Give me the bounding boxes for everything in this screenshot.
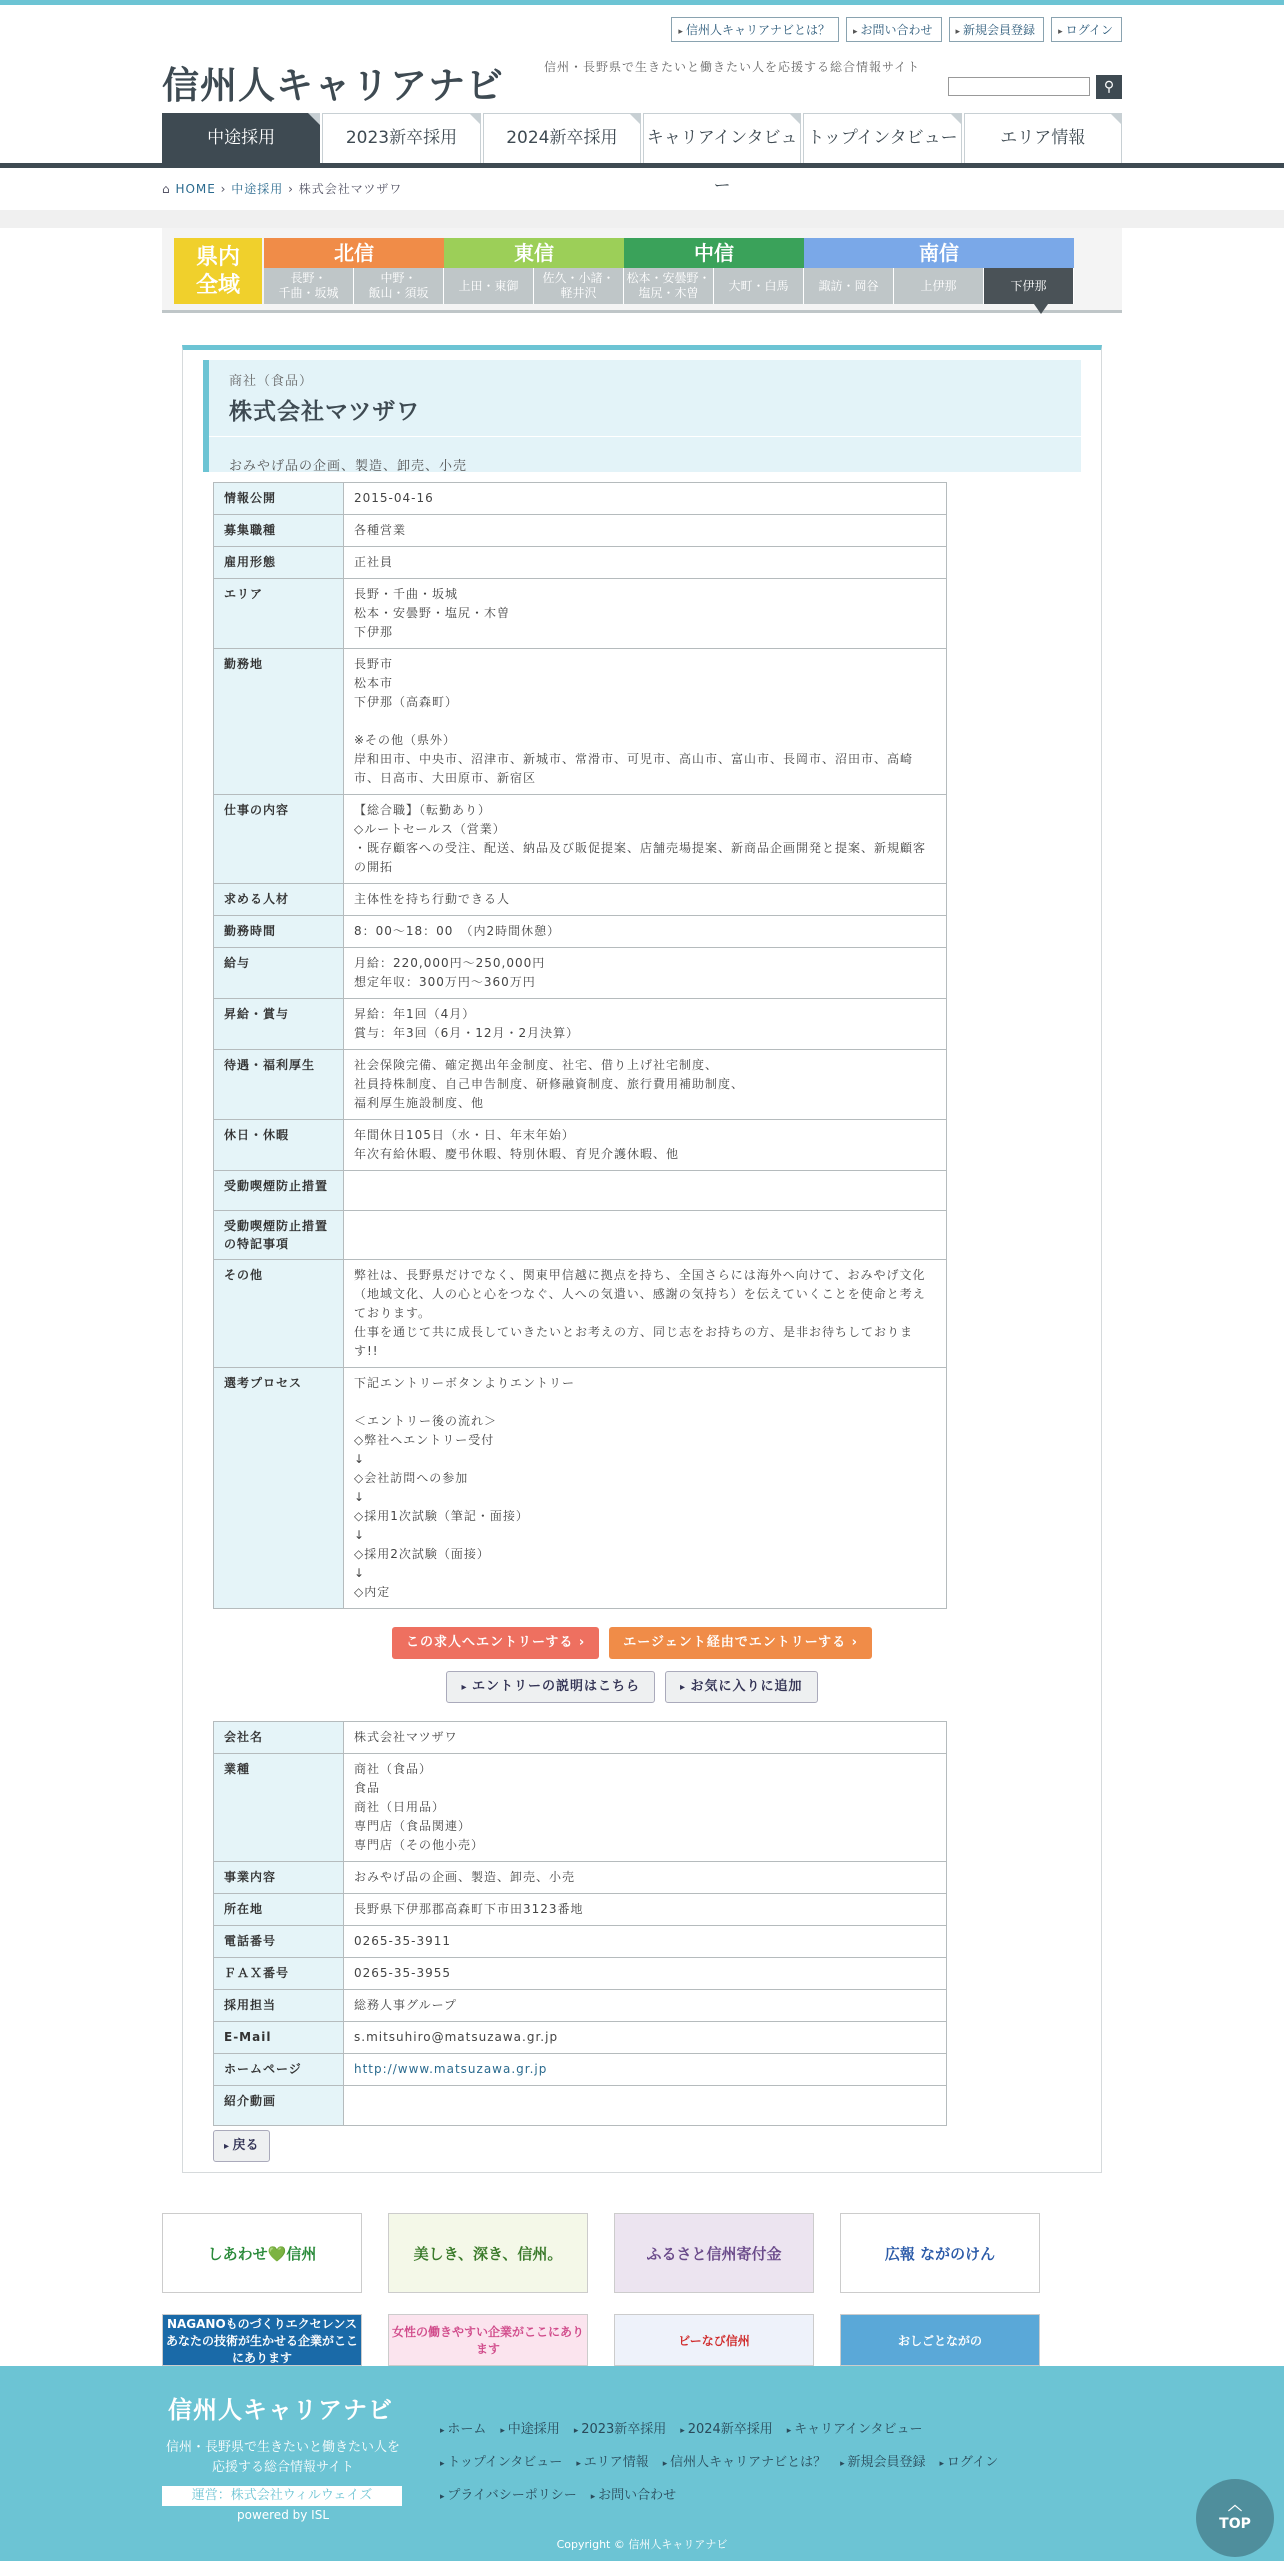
row-label: 雇用形態 — [214, 547, 344, 579]
row-label: ホームページ — [214, 2054, 344, 2086]
row-value: おみやげ品の企画、製造、卸売、小売 — [344, 1862, 947, 1894]
row-value: 株式会社マツザワ — [344, 1722, 947, 1754]
table-row — [214, 2022, 947, 2054]
row-value: 長野市 松本市 下伊那（高森町） ※その他（県外） 岸和田市、中央市、沼津市、新城市、常滑市、可児市、高山市、富山市、長岡市、沼田市、高崎市、日高市、大田原市、新宿区 — [344, 649, 947, 795]
table-row — [214, 483, 947, 515]
area-sub-list — [444, 268, 624, 304]
breadcrumb-home[interactable]: HOME — [175, 182, 216, 196]
area-group — [624, 238, 804, 304]
banner-link[interactable]: おしごとながの — [840, 2314, 1040, 2366]
row-value: 商社（食品） 食品 商社（日用品） 専門店（食品関連） 専門店（その他小売） — [344, 1754, 947, 1862]
area-selector — [162, 228, 1122, 310]
job-summary: おみやげ品の企画、製造、卸売、小売 — [229, 459, 468, 474]
agent-entry-button[interactable]: エージェント経由でエントリーする › — [609, 1627, 872, 1659]
row-label: E-Mail — [214, 2022, 344, 2054]
row-value: 月給：220,000円～250,000円 想定年収：300万円～360万円 — [344, 948, 947, 999]
area-sub-item[interactable]: 上伊那 — [894, 268, 984, 304]
area-group — [804, 238, 1074, 304]
footer-tagline: 信州・長野県で生きたいと働きたい人を応援する総合情報サイト — [165, 2440, 400, 2475]
area-sub-item[interactable]: 下伊那 — [984, 268, 1074, 304]
row-value: 0265-35-3911 — [344, 1926, 947, 1958]
company-title: 株式会社マツザワ — [229, 399, 421, 425]
table-row — [214, 1958, 947, 1990]
row-value: 弊社は、長野県だけでなく、関東甲信越に拠点を持ち、全国さらには海外へ向けて、おみやげ文化（地域文化、人の心と心をつなぐ、人への気遣い、感謝の気持ち）を伝えていくことを使命と考えております。 仕事を通じて共に成長していきたいとお考えの方、同じ志をお持ちの方、是非お待ちしております!! — [344, 1260, 947, 1368]
home-icon: ⌂ — [162, 182, 171, 196]
footer-powered: powered by ISL — [236, 2508, 329, 2522]
row-label: 仕事の内容 — [214, 795, 344, 884]
row-value: 長野県下伊那郡高森町下市田3123番地 — [344, 1894, 947, 1926]
table-row — [214, 547, 947, 579]
row-label: 待遇・福利厚生 — [214, 1050, 344, 1120]
footer-link[interactable]: ▸ ログイン — [940, 2455, 999, 2470]
row-label: 電話番号 — [214, 1926, 344, 1958]
table-row — [214, 2054, 947, 2086]
row-value: 2015-04-16 — [344, 483, 947, 515]
nav-2023-grad[interactable]: 2023新卒採用 — [322, 113, 480, 163]
table-row — [214, 1990, 947, 2022]
breadcrumb: ⌂ HOME › 中途採用 › 株式会社マツザワ — [162, 182, 403, 196]
row-label: 採用担当 — [214, 1990, 344, 2022]
table-row — [214, 1120, 947, 1171]
area-selected-pointer — [1034, 304, 1048, 314]
banner-link[interactable]: ふるさと信州寄付金 — [614, 2213, 814, 2293]
area-sub-item[interactable]: 長野・ 千曲・坂城 — [264, 268, 354, 304]
area-sub-list — [624, 268, 804, 304]
row-label: 選考プロセス — [214, 1368, 344, 1609]
footer-logo[interactable]: 信州人キャリアナビ — [168, 2396, 393, 2424]
row-label: 昇給・賞与 — [214, 999, 344, 1050]
table-row — [214, 795, 947, 884]
job-header — [203, 360, 1081, 472]
table-row — [214, 1722, 947, 1754]
row-label: 勤務時間 — [214, 916, 344, 948]
area-group-title[interactable]: 南信 — [804, 238, 1074, 268]
area-group-title[interactable]: 中信 — [624, 238, 804, 268]
job-info-table — [213, 482, 947, 1609]
banner-link[interactable]: しあわせ💚信州 — [162, 2213, 362, 2293]
row-label: 募集職種 — [214, 515, 344, 547]
table-row — [214, 649, 947, 795]
row-value: 年間休日105日（水・日、年末年始） 年次有給休暇、慶弔休暇、特別休暇、育児介護休暇、他 — [344, 1120, 947, 1171]
row-value: s.mitsuhiro@matsuzawa.gr.jp — [344, 2022, 947, 2054]
area-group-title[interactable]: 北信 — [264, 238, 444, 268]
contact-link[interactable]: ▸ お問い合わせ — [846, 17, 942, 42]
top-links — [671, 17, 1122, 42]
row-value: 0265-35-3955 — [344, 1958, 947, 1990]
area-sub-list — [804, 268, 1074, 304]
table-row — [214, 515, 947, 547]
nav-area-info[interactable]: エリア情報 — [964, 113, 1122, 163]
row-value — [344, 1171, 947, 1211]
row-value: 総務人事グループ — [344, 1990, 947, 2022]
nav-2024-grad[interactable]: 2024新卒採用 — [483, 113, 641, 163]
site-logo[interactable]: 信州人キャリアナビ — [162, 64, 504, 107]
table-row — [214, 948, 947, 999]
gray-band — [0, 210, 1284, 228]
login-link[interactable]: ▸ ログイン — [1051, 17, 1122, 42]
entry-help-button[interactable]: ▸ エントリーの説明はこちら — [446, 1671, 655, 1703]
row-label: 業種 — [214, 1754, 344, 1862]
area-sub-item[interactable]: 松本・安曇野・ 塩尻・木曽 — [624, 268, 714, 304]
row-label: エリア — [214, 579, 344, 649]
copyright: Copyright © 信州人キャリアナビ — [556, 2538, 728, 2551]
banner-link[interactable]: 美しき、深き、信州。 — [388, 2213, 588, 2293]
footer-link[interactable]: ▸ 中途採用 — [500, 2422, 559, 2437]
table-row — [214, 1171, 947, 1211]
row-label: 事業内容 — [214, 1862, 344, 1894]
banner-link[interactable]: 女性の働きやすい企業がここにあります — [388, 2314, 588, 2366]
job-category: 商社（食品） — [229, 374, 314, 389]
table-row — [214, 2086, 947, 2126]
row-value: 各種営業 — [344, 515, 947, 547]
footer-link[interactable]: ▸ ホーム — [440, 2422, 486, 2437]
table-row — [214, 1260, 947, 1368]
header-divider — [209, 436, 1081, 437]
register-link[interactable]: ▸ 新規会員登録 — [949, 17, 1045, 42]
banner-grid — [162, 2213, 1122, 2373]
area-sub-list — [264, 268, 444, 304]
row-label: 受動喫煙防止措置の特記事項 — [214, 1211, 344, 1260]
search-input[interactable] — [948, 77, 1090, 96]
nav-mid-career[interactable]: 中途採用 — [162, 113, 320, 163]
row-value: 正社員 — [344, 547, 947, 579]
footer-link[interactable]: ▸ トップインタビュー — [440, 2455, 562, 2470]
row-label: ＦＡＸ番号 — [214, 1958, 344, 1990]
footer-link[interactable]: ▸ プライバシーポリシー — [440, 2488, 577, 2503]
footer-link[interactable]: ▸ キャリアインタビュー — [787, 2422, 923, 2437]
table-row — [214, 1754, 947, 1862]
sub-buttons — [183, 1671, 1081, 1703]
header — [162, 5, 1122, 113]
row-value: 昇給：年1回（4月） 賞与：年3回（6月・12月・2月決算） — [344, 999, 947, 1050]
chevron-up-icon: ︿ — [1228, 2498, 1242, 2514]
row-value — [344, 2054, 947, 2086]
area-sub-item[interactable]: 佐久・小諸・ 軽井沢 — [534, 268, 624, 304]
footer-link[interactable]: ▸ お問い合わせ — [591, 2488, 676, 2503]
table-row — [214, 1050, 947, 1120]
banner-link[interactable]: ビーなび信州 — [614, 2314, 814, 2366]
table-row — [214, 1894, 947, 1926]
site-tagline: 信州・長野県で生きたいと働きたい人を応援する総合情報サイト — [544, 60, 921, 74]
footer-link[interactable]: ▸ エリア情報 — [576, 2455, 648, 2470]
breadcrumb-current: 株式会社マツザワ — [298, 182, 403, 196]
area-sub-item[interactable]: 大町・白馬 — [714, 268, 804, 304]
row-label: 求める人材 — [214, 884, 344, 916]
nav-career-interview[interactable]: キャリアインタビュー — [643, 113, 801, 163]
table-row — [214, 916, 947, 948]
about-link[interactable]: ▸ 信州人キャリアナビとは？ — [671, 17, 839, 42]
area-sub-item[interactable]: 中野・ 飯山・須坂 — [354, 268, 444, 304]
row-label: 情報公開 — [214, 483, 344, 515]
footer — [0, 2366, 1284, 2561]
table-row — [214, 1862, 947, 1894]
area-all-prefecture[interactable]: 県内 全域 — [174, 238, 262, 304]
area-sub-item[interactable]: 諏訪・岡谷 — [804, 268, 894, 304]
row-label: 紹介動画 — [214, 2086, 344, 2126]
row-label: 勤務地 — [214, 649, 344, 795]
row-value: 下記エントリーボタンよりエントリー ＜エントリー後の流れ＞ ◇弊社へエントリー受付 ↓ ◇会社訪問への参加 ↓ ◇採用1次試験（筆記・面接） ↓ ◇採用2次試験（面接） ↓ ◇内定 — [344, 1368, 947, 1609]
area-group — [444, 238, 624, 304]
footer-link[interactable]: ▸ 2024新卒採用 — [680, 2422, 772, 2437]
favorite-button[interactable]: ▸ お気に入りに追加 — [665, 1671, 818, 1703]
footer-link[interactable]: ▸ 新規会員登録 — [840, 2455, 925, 2470]
banner-link[interactable]: NAGANOものづくりエクセレンス あなたの技術が生かせる企業がここにあります — [162, 2314, 362, 2366]
table-row — [214, 999, 947, 1050]
footer-links — [440, 2414, 1080, 2513]
homepage-link[interactable]: http://www.matsuzawa.gr.jp — [354, 2062, 548, 2076]
row-value: 社会保険完備、確定拠出年金制度、社宅、借り上げ社宅制度、 社員持株制度、自己申告制度、研修融資制度、旅行費用補助制度、 福利厚生施設制度、他 — [344, 1050, 947, 1120]
footer-operator[interactable]: 運営：株式会社ウィルウェイズ — [162, 2486, 402, 2506]
banner-link[interactable]: 広報 ながのけん — [840, 2213, 1040, 2293]
row-value — [344, 2086, 947, 2126]
row-value: 8：00～18：00 （内2時間休憩） — [344, 916, 947, 948]
row-label: 会社名 — [214, 1722, 344, 1754]
footer-link[interactable]: ▸ 2023新卒採用 — [574, 2422, 666, 2437]
entry-button[interactable]: この求人へエントリーする › — [392, 1627, 599, 1659]
footer-link[interactable]: ▸ 信州人キャリアナビとは？ — [663, 2455, 826, 2470]
area-underline — [162, 310, 1122, 313]
table-row — [214, 1926, 947, 1958]
area-sub-item[interactable]: 上田・東御 — [444, 268, 534, 304]
row-value: 【総合職】（転勤あり） ◇ルートセールス（営業） ・既存顧客への受注、配送、納品及び販促提案、店舗売場提案、新商品企画開発と提案、新規顧客の開拓 — [344, 795, 947, 884]
row-value: 長野・千曲・坂城 松本・安曇野・塩尻・木曽 下伊那 — [344, 579, 947, 649]
back-to-top-button[interactable]: ︿ TOP — [1196, 2479, 1274, 2557]
row-label: 受動喫煙防止措置 — [214, 1171, 344, 1211]
row-label: その他 — [214, 1260, 344, 1368]
search-icon[interactable]: ⚲ — [1096, 75, 1122, 99]
table-row — [214, 1211, 947, 1260]
area-group-title[interactable]: 東信 — [444, 238, 624, 268]
table-row — [214, 579, 947, 649]
row-label: 所在地 — [214, 1894, 344, 1926]
row-value: 主体性を持ち行動できる人 — [344, 884, 947, 916]
breadcrumb-section[interactable]: 中途採用 — [231, 182, 284, 196]
entry-buttons — [183, 1627, 1081, 1659]
table-row — [214, 884, 947, 916]
row-label: 休日・休暇 — [214, 1120, 344, 1171]
row-value — [344, 1211, 947, 1260]
row-label: 給与 — [214, 948, 344, 999]
back-button[interactable]: ▸ 戻る — [213, 2130, 270, 2162]
table-row — [214, 1368, 947, 1609]
area-group — [264, 238, 444, 304]
job-detail — [182, 345, 1102, 2173]
nav-top-interview[interactable]: トップインタビュー — [803, 113, 961, 163]
company-info-table — [213, 1721, 947, 2126]
